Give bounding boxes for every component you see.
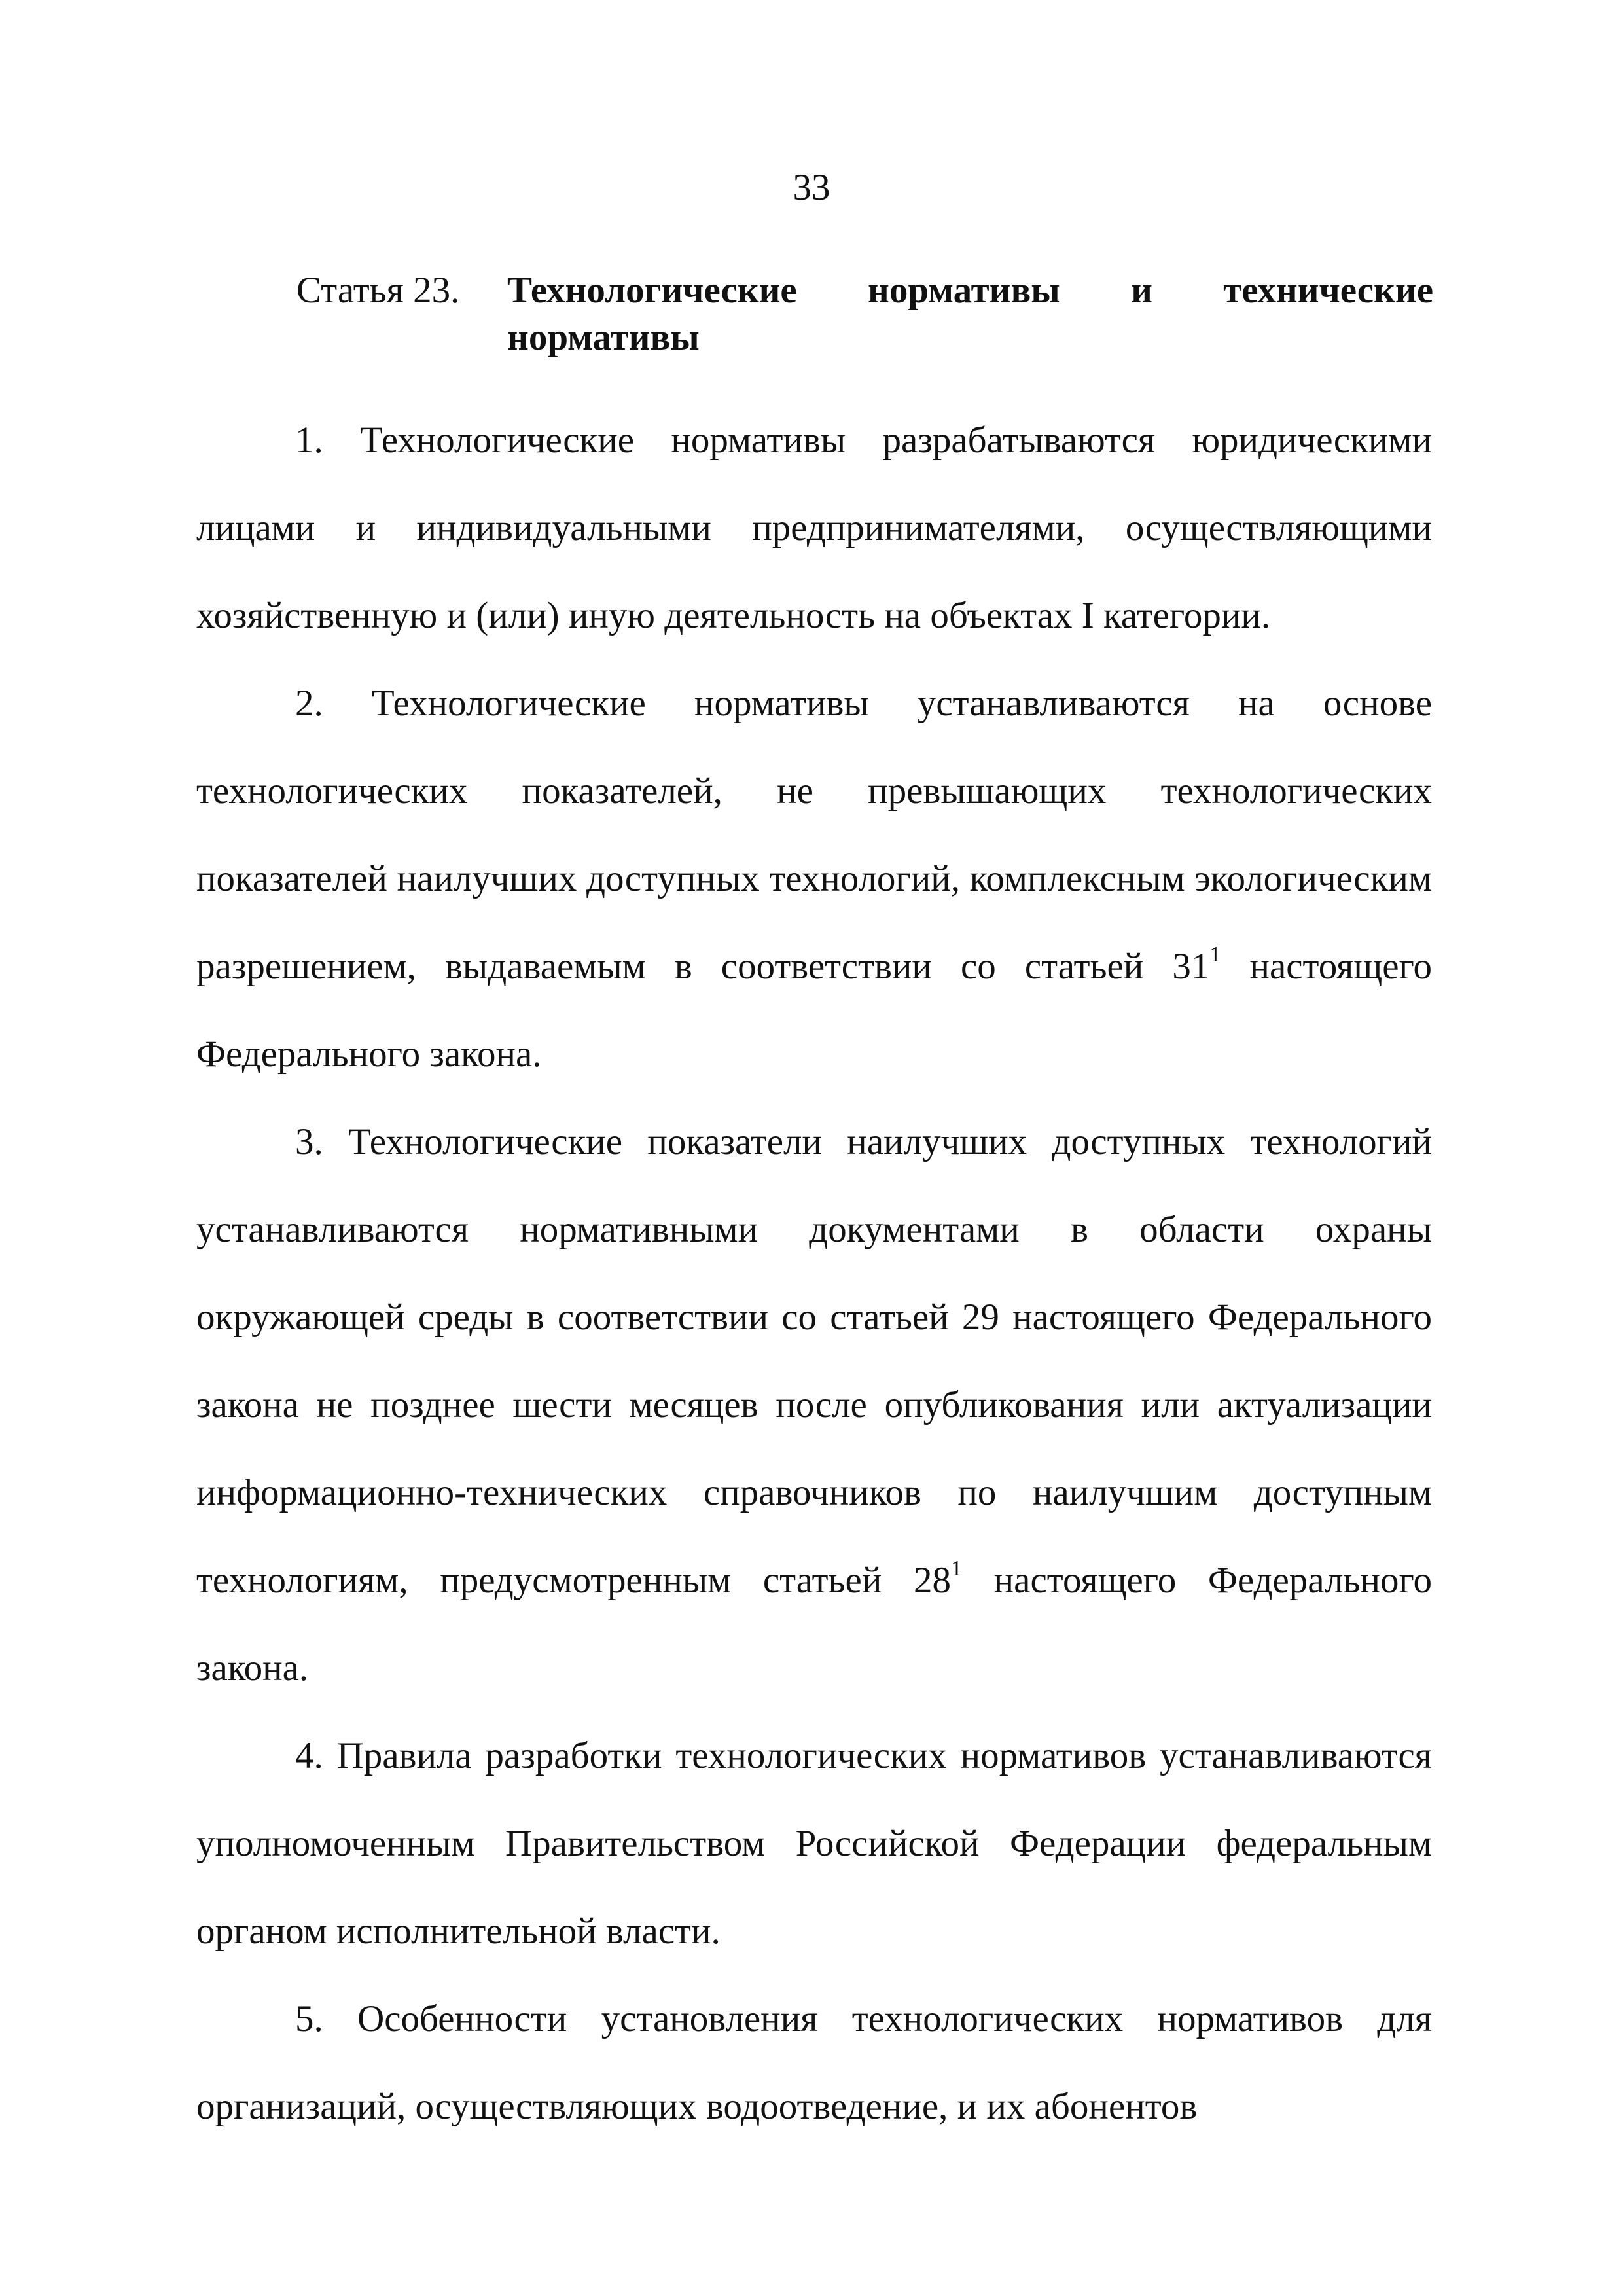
superscript-31-1: 1 bbox=[1209, 942, 1221, 967]
page-number: 33 bbox=[793, 167, 830, 208]
article-body bbox=[196, 397, 1432, 2151]
article-header bbox=[296, 267, 1433, 361]
paragraph-3 bbox=[196, 1098, 1432, 1712]
article-number: Статья 23. bbox=[296, 270, 460, 311]
paragraph-1 bbox=[196, 397, 1432, 660]
paragraph-2-text-after: настоящего Федерального закона. bbox=[196, 946, 1432, 1075]
paragraph-3-text-after: настоящего Федерального закона. bbox=[196, 1560, 1432, 1689]
paragraph-2 bbox=[196, 660, 1432, 1098]
superscript-28-1: 1 bbox=[951, 1556, 962, 1581]
paragraph-4-text: 4. Правила разработки технологических нормативов устанавливаются уполномоченным Правительством Российской Федерации федеральным органом исполнительной власти. bbox=[196, 1735, 1432, 1952]
paragraph-2-text: 2. Технологические нормативы устанавливаются на основе технологических показателей, не превышающих технологических показателей наилучших доступных технологий, комплексным экологическим разрешением, выдаваемым в соответствии со статьей 31 bbox=[196, 683, 1432, 987]
paragraph-5 bbox=[196, 1975, 1432, 2151]
paragraph-3-text: 3. Технологические показатели наилучших доступных технологий устанавливаются нормативными документами в области охраны окружающей среды в соответствии со статьей 29 настоящего Федерального закона не позднее шести месяцев после опубликования или актуализации информационно-технических справочников по наилучшим доступным технологиям, предусмотренным статьей 28 bbox=[196, 1121, 1432, 1601]
paragraph-4 bbox=[196, 1712, 1432, 1975]
article-title: Технологические нормативы и технические нормативы bbox=[507, 270, 1433, 358]
paragraph-1-text: 1. Технологические нормативы разрабатываются юридическими лицами и индивидуальными предпринимателями, осуществляющими хозяйственную и (или) иную деятельность на объектах I категории. bbox=[196, 420, 1432, 636]
paragraph-5-text: 5. Особенности установления технологических нормативов для организаций, осуществляющих водоотведение, и их абонентов bbox=[196, 1998, 1432, 2127]
